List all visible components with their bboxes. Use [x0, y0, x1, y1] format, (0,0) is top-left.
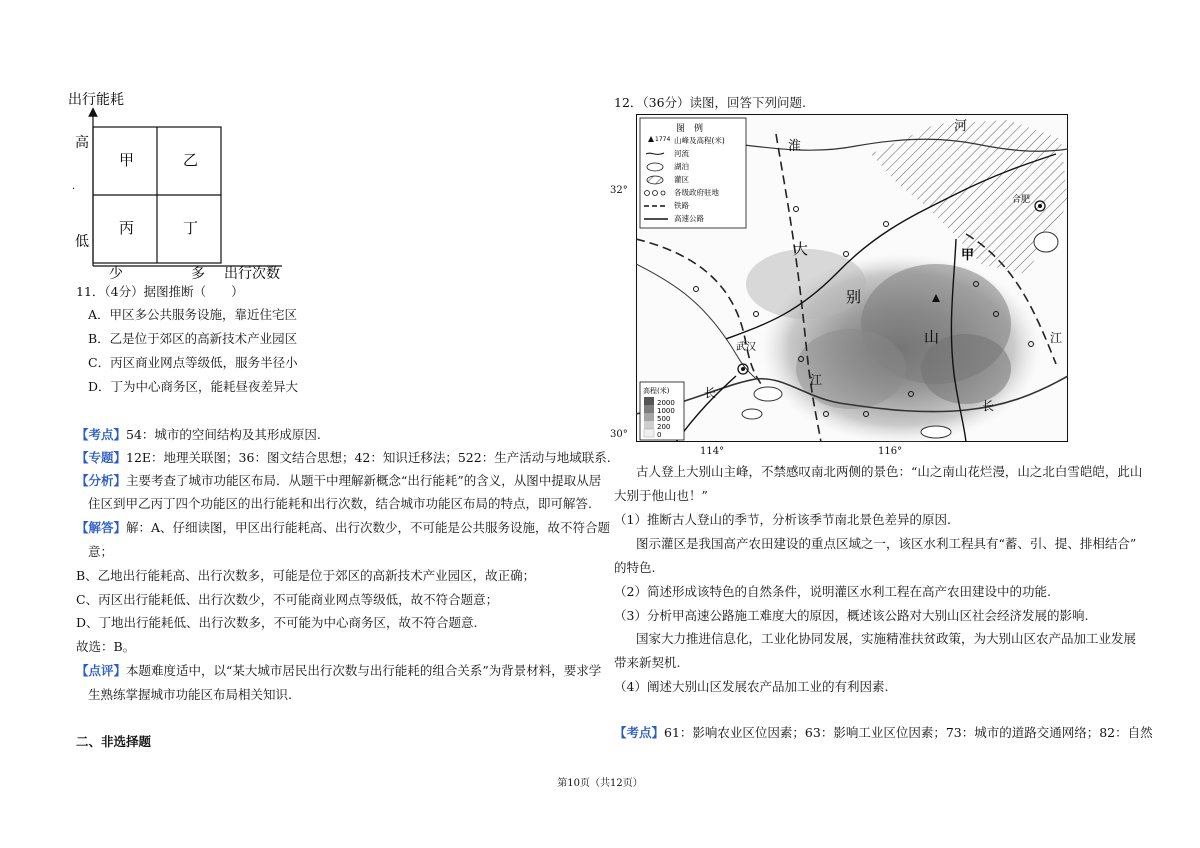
lat-30: 30°	[610, 429, 628, 440]
label-bie: 别	[846, 288, 862, 306]
label-da: 大	[793, 240, 809, 258]
dianping-text-1: 本题难度适中，以“某大城市居民出行次数与出行能耗的组合关系”为背景材料，要求学	[126, 663, 602, 678]
q12-para1-2: 大别于他山也！”	[614, 488, 708, 503]
q11-stem: 11．（4分）据图推断（ ）	[76, 284, 244, 299]
q11-option-d: D．丁为中心商务区，能耗昼夜差异大	[88, 379, 299, 394]
cell-bing: 丙	[119, 219, 135, 237]
zhuanti-text: 12E：地理关联图；36：图文结合思想；42：知识迁移法；522：生产活动与地域联系.	[126, 450, 611, 465]
zhuanti-tag: 【专题】	[76, 450, 127, 465]
legend-item-peak: 山峰及高程(米)	[674, 136, 725, 145]
elev-2000: 2000	[657, 399, 675, 407]
lat-32: 32°	[610, 185, 628, 196]
label-jiang: 江	[810, 373, 823, 387]
q12-para3-1: 国家大力推进信息化，工业化协同发展，实施精准扶贫政策，为大别山区农产品加工业发展	[636, 631, 1137, 646]
cell-jia: 甲	[119, 151, 135, 169]
label-chang: 长	[704, 386, 717, 400]
q11-option-a: A．甲区多公共服务设施，靠近住宅区	[88, 307, 298, 322]
q12-para2-1: 图示灌区是我国高产农田建设的重点区域之一，该区水利工程具有“蓄、引、提、排相结合”	[636, 536, 1137, 551]
legend-peak-value: 1774	[655, 136, 671, 143]
jieda-b: B、乙地出行能耗高、出行次数多，可能是位于郊区的高新技术产业园区，故正确；	[76, 568, 536, 583]
label-wuhan: 武汉	[736, 342, 756, 353]
q11-dianping	[76, 662, 601, 680]
x-low-label: 少	[109, 266, 123, 282]
label-jiang2: 江	[1050, 331, 1063, 345]
legend-item-lake: 湖泊	[674, 162, 689, 171]
cell-yi: 乙	[183, 151, 199, 169]
legend-item-river: 河流	[674, 149, 689, 158]
label-he: 河	[954, 119, 968, 134]
q12-stem: 12．（36分）读图，回答下列问题.	[614, 95, 807, 110]
y-high-label: 高	[75, 135, 89, 151]
y-low-label: 低	[75, 234, 89, 250]
section-title: 二、非选择题	[76, 734, 152, 749]
q12-kaodian-text: 61：影响农业区位因素；63：影响工业区位因素；73：城市的道路交通网络；82：自然	[664, 725, 1153, 740]
q11-jieda	[76, 519, 610, 537]
label-shan: 山	[924, 328, 940, 346]
legend-item-irrigation: 灌区	[674, 175, 689, 184]
elev-500: 500	[657, 415, 671, 423]
legend-box	[640, 118, 746, 228]
legend-item-highway: 高速公路	[674, 214, 704, 223]
fenxi-text-2: 住区到甲乙丙丁四个功能区的出行能耗和出行次数，结合城市功能区布局的特点，即可解答.	[88, 496, 592, 511]
label-hefei: 合肥	[1012, 195, 1031, 205]
q12-para2-2: 的特色.	[614, 560, 656, 575]
legend-item-gov: 各级政府驻地	[674, 188, 719, 197]
label-huai: 淮	[788, 139, 802, 154]
fenxi-tag: 【分析】	[76, 473, 127, 488]
q12-sub2: （2）简述形成该特色的自然条件，说明灌区水利工程在高产农田建设中的功能.	[614, 584, 1051, 599]
q11-zhuanti	[76, 449, 611, 467]
q11-answer: 故选：B。	[76, 639, 136, 654]
jieda-tag: 【解答】	[76, 520, 127, 535]
q11-kaodian	[76, 426, 321, 444]
legend-item-railway: 铁路	[674, 201, 689, 210]
label-chang2: 长	[982, 399, 995, 413]
q11-option-b: B．乙是位于郊区的高新技术产业园区	[88, 331, 298, 346]
q12-sub4: （4）阐述大别山区发展农产品加工业的有利因素.	[614, 679, 889, 694]
kaodian-tag: 【考点】	[76, 427, 127, 442]
label-jia: 甲	[961, 248, 975, 263]
elev-200: 200	[657, 423, 671, 431]
q12-kaodian	[614, 724, 1153, 742]
q12-para3-2: 带来新契机.	[614, 655, 681, 670]
page-footer: 第10页（共12页）	[557, 778, 643, 789]
lon-114: 114°	[700, 446, 725, 457]
jieda-text-1: 解：A、仔细读图，甲区出行能耗高、出行次数少，不可能是公共服务设施，故不符合题	[126, 520, 611, 535]
q11-option-c: C．丙区商业网点等级低，服务半径小	[88, 355, 298, 370]
jieda-d: D、丁地出行能耗低、出行次数多，不可能为中心商务区，故不符合题意.	[76, 615, 478, 630]
x-high-label: 多	[191, 266, 205, 282]
cell-ding: 丁	[183, 219, 199, 237]
x-axis-label: 出行次数	[224, 266, 280, 282]
lake	[754, 387, 782, 401]
dianping-text-2: 生熟练掌握城市功能区布局相关知识.	[88, 687, 292, 702]
q12-kaodian-tag: 【考点】	[614, 725, 665, 740]
jieda-c: C、丙区出行能耗低、出行次数少，不可能商业网点等级低，故不符合题意；	[76, 592, 499, 607]
jieda-text-2: 意；	[88, 544, 114, 559]
q12-para1-1: 古人登上大别山主峰，不禁感叹南北两侧的景色：“山之南山花烂漫，山之北白雪皑皑，此山	[636, 464, 1143, 479]
legend-title: 图 例	[676, 124, 704, 134]
q12-sub1: （1）推断古人登山的季节，分析该季节南北景色差异的原因.	[614, 512, 951, 527]
fenxi-text-1: 主要考查了城市功能区布局．从题干中理解新概念“出行能耗”的含义，从图中提取从居	[126, 473, 602, 488]
q11-fenxi	[76, 472, 601, 490]
lon-116: 116°	[878, 446, 903, 457]
elevation-title: 高程(米)	[643, 387, 670, 395]
kaodian-text: 54：城市的空间结构及其形成原因.	[126, 427, 321, 442]
dianping-tag: 【点评】	[76, 663, 127, 678]
elev-0: 0	[657, 431, 662, 439]
y-dot: ·	[72, 184, 76, 195]
q11-diagram	[64, 88, 304, 288]
dabieshan-map	[636, 114, 1068, 442]
q12-sub3: （3）分析甲高速公路施工难度大的原因，概述该公路对大别山区社会经济发展的影响.	[614, 608, 1089, 623]
y-axis-label: 出行能耗	[68, 92, 124, 108]
elev-1000: 1000	[657, 407, 675, 415]
